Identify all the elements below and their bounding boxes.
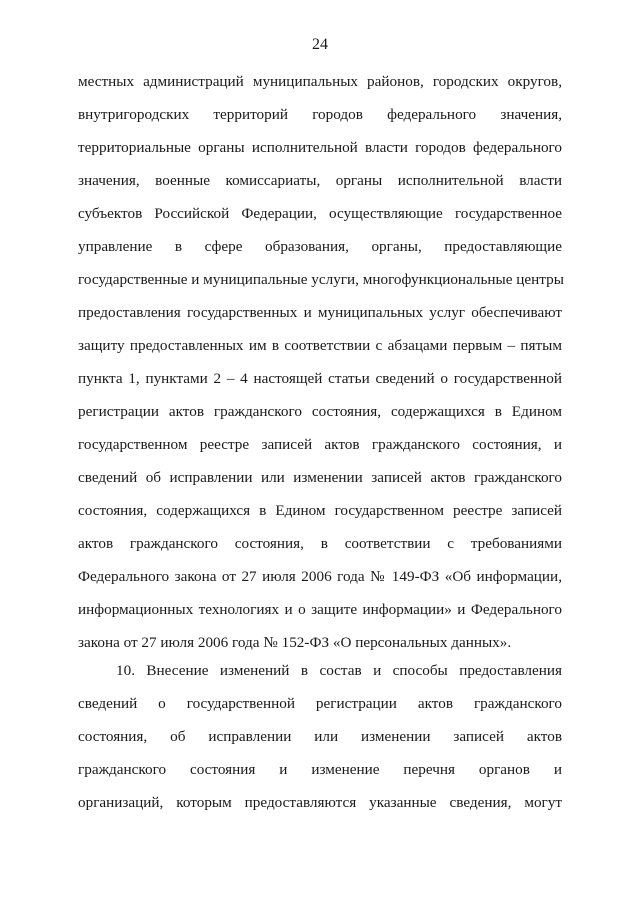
text-line: значения, военные комиссариаты, органы исполнительной власти <box>78 172 562 189</box>
text-line: состояния, об исправлении или изменении записей актов <box>78 728 562 745</box>
page-number: 24 <box>312 36 328 53</box>
text-line: гражданского состояния и изменение перечня органов и <box>78 761 562 778</box>
text-line: Федерального закона от 27 июля 2006 года № 149-ФЗ «Об информации, <box>78 568 562 585</box>
text-line: регистрации актов гражданского состояния, содержащихся в Едином <box>78 403 562 420</box>
text-line: 10. Внесение изменений в состав и способы предоставления <box>116 662 562 679</box>
paragraph-2 <box>78 661 562 826</box>
text-line: местных администраций муниципальных районов, городских округов, <box>78 73 562 90</box>
text-line: предоставления государственных и муниципальных услуг обеспечивают <box>78 304 562 321</box>
text-line: информационных технологиях и о защите информации» и Федерального <box>78 601 562 618</box>
text-line: закона от 27 июля 2006 года № 152-ФЗ «О персональных данных». <box>78 634 512 651</box>
text-line: государственные и муниципальные услуги, многофункциональные центры <box>78 271 564 288</box>
text-line: субъектов Российской Федерации, осуществляющие государственное <box>78 205 562 222</box>
text-line: пункта 1, пунктами 2 – 4 настоящей статьи сведений о государственной <box>78 370 562 387</box>
paragraph-1 <box>78 72 562 666</box>
text-line: территориальные органы исполнительной власти городов федерального <box>78 139 562 156</box>
text-line: сведений об исправлении или изменении записей актов гражданского <box>78 469 562 486</box>
text-line: управление в сфере образования, органы, предоставляющие <box>78 238 562 255</box>
text-line: государственном реестре записей актов гражданского состояния, и <box>78 436 562 453</box>
text-line: актов гражданского состояния, в соответствии с требованиями <box>78 535 562 552</box>
text-line: состояния, содержащихся в Едином государственном реестре записей <box>78 502 562 519</box>
text-line: защиту предоставленных им в соответствии с абзацами первым – пятым <box>78 337 562 354</box>
text-line: сведений о государственной регистрации актов гражданского <box>78 695 562 712</box>
text-line: организаций, которым предоставляются указанные сведения, могут <box>78 794 562 811</box>
text-line: внутригородских территорий городов федерального значения, <box>78 106 562 123</box>
